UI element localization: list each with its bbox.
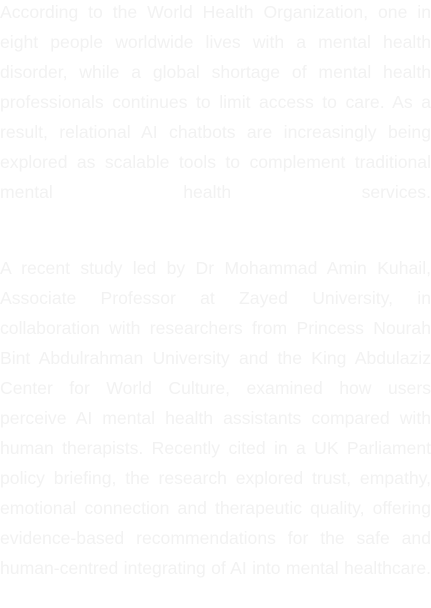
article-paragraph-1: According to the World Health Organization, one in eight people worldwide lives with a mental health disorder, while a global shortage of mental health professionals continues to limit access to care. As a result, relational AI chatbots are increasingly being explored as scalable tools to complement traditional mental health services. bbox=[0, 2, 431, 202]
article-paragraph-2: A recent study led by Dr Mohammad Amin Kuhail, Associate Professor at Zayed University, in collaboration with researchers from Princess Nourah Bint Abdulrahman University and the King Abdulaziz Center for World Culture, examined how users perceive AI mental health assistants compared with human therapists. Recently cited in a UK Parliament policy briefing, the research explored trust, empathy, emotional connection and therapeutic quality, offering evidence-based recommendations for the safe and human-centred integrating of AI into mental healthcare. bbox=[0, 258, 431, 578]
